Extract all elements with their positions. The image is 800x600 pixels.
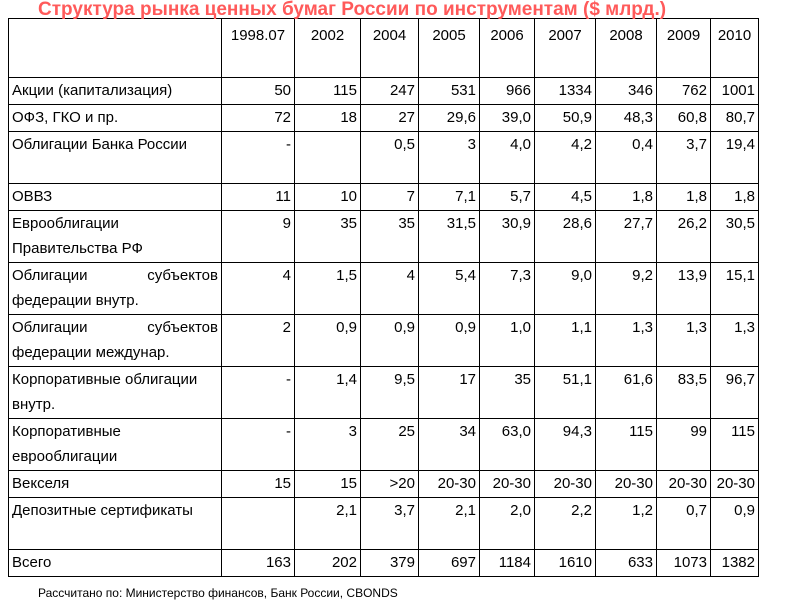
value-cell: 1073 bbox=[657, 550, 711, 577]
value-cell: 61,6 bbox=[596, 367, 657, 419]
value-cell: 4 bbox=[222, 263, 295, 315]
value-cell: 115 bbox=[596, 419, 657, 471]
value-cell: 2,0 bbox=[480, 498, 535, 550]
year-header-cell: 1998.07 bbox=[222, 19, 295, 78]
value-cell: 83,5 bbox=[657, 367, 711, 419]
value-cell: 531 bbox=[419, 78, 480, 105]
value-cell: 1,8 bbox=[657, 184, 711, 211]
value-cell: 25 bbox=[361, 419, 419, 471]
value-cell: 26,2 bbox=[657, 211, 711, 263]
value-cell: 2,2 bbox=[535, 498, 596, 550]
year-header-cell: 2004 bbox=[361, 19, 419, 78]
value-cell: 35 bbox=[480, 367, 535, 419]
value-cell: 18 bbox=[295, 105, 361, 132]
value-cell: 20-30 bbox=[419, 471, 480, 498]
value-cell: 94,3 bbox=[535, 419, 596, 471]
value-cell: 20-30 bbox=[711, 471, 759, 498]
table-row bbox=[9, 263, 759, 315]
table-body bbox=[9, 19, 759, 577]
value-cell: 1,4 bbox=[295, 367, 361, 419]
value-cell: 9 bbox=[222, 211, 295, 263]
year-header-cell: 2002 bbox=[295, 19, 361, 78]
value-cell: 50,9 bbox=[535, 105, 596, 132]
value-cell: 762 bbox=[657, 78, 711, 105]
value-cell bbox=[295, 132, 361, 184]
value-cell: 1334 bbox=[535, 78, 596, 105]
value-cell: 20-30 bbox=[535, 471, 596, 498]
page-title: Структура рынка ценных бумаг России по инструментам ($ млрд.) bbox=[38, 0, 667, 20]
table-row bbox=[9, 471, 759, 498]
value-cell: 3,7 bbox=[657, 132, 711, 184]
value-cell: 35 bbox=[295, 211, 361, 263]
value-cell: 15 bbox=[222, 471, 295, 498]
value-cell: 96,7 bbox=[711, 367, 759, 419]
value-cell: - bbox=[222, 132, 295, 184]
value-cell: 72 bbox=[222, 105, 295, 132]
value-cell: 80,7 bbox=[711, 105, 759, 132]
value-cell: 0,9 bbox=[711, 498, 759, 550]
value-cell: 30,5 bbox=[711, 211, 759, 263]
value-cell: 247 bbox=[361, 78, 419, 105]
row-label-cell: Облигации субъектов федерации внутр. bbox=[9, 263, 222, 315]
value-cell: 7,1 bbox=[419, 184, 480, 211]
value-cell: 48,3 bbox=[596, 105, 657, 132]
value-cell: 1,3 bbox=[657, 315, 711, 367]
value-cell: 35 bbox=[361, 211, 419, 263]
table-row bbox=[9, 367, 759, 419]
value-cell: 379 bbox=[361, 550, 419, 577]
table-row bbox=[9, 211, 759, 263]
value-cell: 10 bbox=[295, 184, 361, 211]
value-cell: - bbox=[222, 419, 295, 471]
value-cell: 697 bbox=[419, 550, 480, 577]
value-cell: >20 bbox=[361, 471, 419, 498]
value-cell: 1184 bbox=[480, 550, 535, 577]
value-cell: 9,5 bbox=[361, 367, 419, 419]
value-cell: 0,4 bbox=[596, 132, 657, 184]
value-cell: 966 bbox=[480, 78, 535, 105]
value-cell: 2 bbox=[222, 315, 295, 367]
value-cell: 0,5 bbox=[361, 132, 419, 184]
value-cell: 9,2 bbox=[596, 263, 657, 315]
row-label-cell: Корпоративные еврооблигации bbox=[9, 419, 222, 471]
value-cell: 20-30 bbox=[596, 471, 657, 498]
value-cell: 163 bbox=[222, 550, 295, 577]
value-cell: 3 bbox=[419, 132, 480, 184]
value-cell: 633 bbox=[596, 550, 657, 577]
value-cell: 4,5 bbox=[535, 184, 596, 211]
year-header-cell: 2005 bbox=[419, 19, 480, 78]
market-structure-table bbox=[8, 18, 759, 577]
row-label-cell: Облигации Банка России bbox=[9, 132, 222, 184]
table-row bbox=[9, 78, 759, 105]
row-label-cell: ОВВЗ bbox=[9, 184, 222, 211]
value-cell: 99 bbox=[657, 419, 711, 471]
table-row bbox=[9, 132, 759, 184]
market-structure-table-container bbox=[8, 18, 759, 577]
value-cell: 39,0 bbox=[480, 105, 535, 132]
year-header-cell: 2008 bbox=[596, 19, 657, 78]
value-cell: 4,0 bbox=[480, 132, 535, 184]
value-cell: 20-30 bbox=[480, 471, 535, 498]
value-cell bbox=[222, 498, 295, 550]
value-cell: 1,3 bbox=[711, 315, 759, 367]
value-cell: 9,0 bbox=[535, 263, 596, 315]
value-cell: 5,4 bbox=[419, 263, 480, 315]
value-cell: 0,9 bbox=[361, 315, 419, 367]
source-footnote: Рассчитано по: Министерство финансов, Банк России, CBONDS bbox=[38, 586, 398, 600]
row-label-cell: Всего bbox=[9, 550, 222, 577]
value-cell: 11 bbox=[222, 184, 295, 211]
year-header-cell: 2006 bbox=[480, 19, 535, 78]
value-cell: 0,9 bbox=[419, 315, 480, 367]
value-cell: 20-30 bbox=[657, 471, 711, 498]
value-cell: 3 bbox=[295, 419, 361, 471]
value-cell: 3,7 bbox=[361, 498, 419, 550]
row-label-cell: Векселя bbox=[9, 471, 222, 498]
value-cell: 19,4 bbox=[711, 132, 759, 184]
table-row bbox=[9, 184, 759, 211]
value-cell: 27,7 bbox=[596, 211, 657, 263]
value-cell: 1001 bbox=[711, 78, 759, 105]
value-cell: 115 bbox=[295, 78, 361, 105]
value-cell: 115 bbox=[711, 419, 759, 471]
value-cell: 29,6 bbox=[419, 105, 480, 132]
value-cell: 2,1 bbox=[419, 498, 480, 550]
table-row bbox=[9, 498, 759, 550]
value-cell: 1,8 bbox=[711, 184, 759, 211]
value-cell: 202 bbox=[295, 550, 361, 577]
value-cell: 1,5 bbox=[295, 263, 361, 315]
value-cell: 1,1 bbox=[535, 315, 596, 367]
value-cell: 2,1 bbox=[295, 498, 361, 550]
value-cell: 1382 bbox=[711, 550, 759, 577]
value-cell: 13,9 bbox=[657, 263, 711, 315]
value-cell: 0,9 bbox=[295, 315, 361, 367]
value-cell: 51,1 bbox=[535, 367, 596, 419]
value-cell: 28,6 bbox=[535, 211, 596, 263]
row-label-cell: Облигации субъектов федерации междунар. bbox=[9, 315, 222, 367]
value-cell: 34 bbox=[419, 419, 480, 471]
header-row bbox=[9, 19, 759, 78]
value-cell: 1610 bbox=[535, 550, 596, 577]
row-label-cell: Акции (капитализация) bbox=[9, 78, 222, 105]
value-cell: 50 bbox=[222, 78, 295, 105]
value-cell: 7,3 bbox=[480, 263, 535, 315]
row-label-cell: Депозитные сертификаты bbox=[9, 498, 222, 550]
row-label-cell: Корпоративные облигации внутр. bbox=[9, 367, 222, 419]
value-cell: 1,2 bbox=[596, 498, 657, 550]
value-cell: 30,9 bbox=[480, 211, 535, 263]
year-header-cell: 2007 bbox=[535, 19, 596, 78]
value-cell: 346 bbox=[596, 78, 657, 105]
value-cell: 27 bbox=[361, 105, 419, 132]
year-header-cell: 2009 bbox=[657, 19, 711, 78]
table-row bbox=[9, 315, 759, 367]
value-cell: 15 bbox=[295, 471, 361, 498]
header-corner-cell bbox=[9, 19, 222, 78]
value-cell: 4,2 bbox=[535, 132, 596, 184]
value-cell: 60,8 bbox=[657, 105, 711, 132]
value-cell: 63,0 bbox=[480, 419, 535, 471]
year-header-cell: 2010 bbox=[711, 19, 759, 78]
value-cell: 1,3 bbox=[596, 315, 657, 367]
value-cell: 31,5 bbox=[419, 211, 480, 263]
value-cell: - bbox=[222, 367, 295, 419]
value-cell: 5,7 bbox=[480, 184, 535, 211]
value-cell: 1,0 bbox=[480, 315, 535, 367]
table-row bbox=[9, 550, 759, 577]
value-cell: 7 bbox=[361, 184, 419, 211]
table-row bbox=[9, 105, 759, 132]
row-label-cell: Еврооблигации Правительства РФ bbox=[9, 211, 222, 263]
value-cell: 4 bbox=[361, 263, 419, 315]
value-cell: 17 bbox=[419, 367, 480, 419]
value-cell: 1,8 bbox=[596, 184, 657, 211]
value-cell: 15,1 bbox=[711, 263, 759, 315]
table-row bbox=[9, 419, 759, 471]
value-cell: 0,7 bbox=[657, 498, 711, 550]
row-label-cell: ОФЗ, ГКО и пр. bbox=[9, 105, 222, 132]
